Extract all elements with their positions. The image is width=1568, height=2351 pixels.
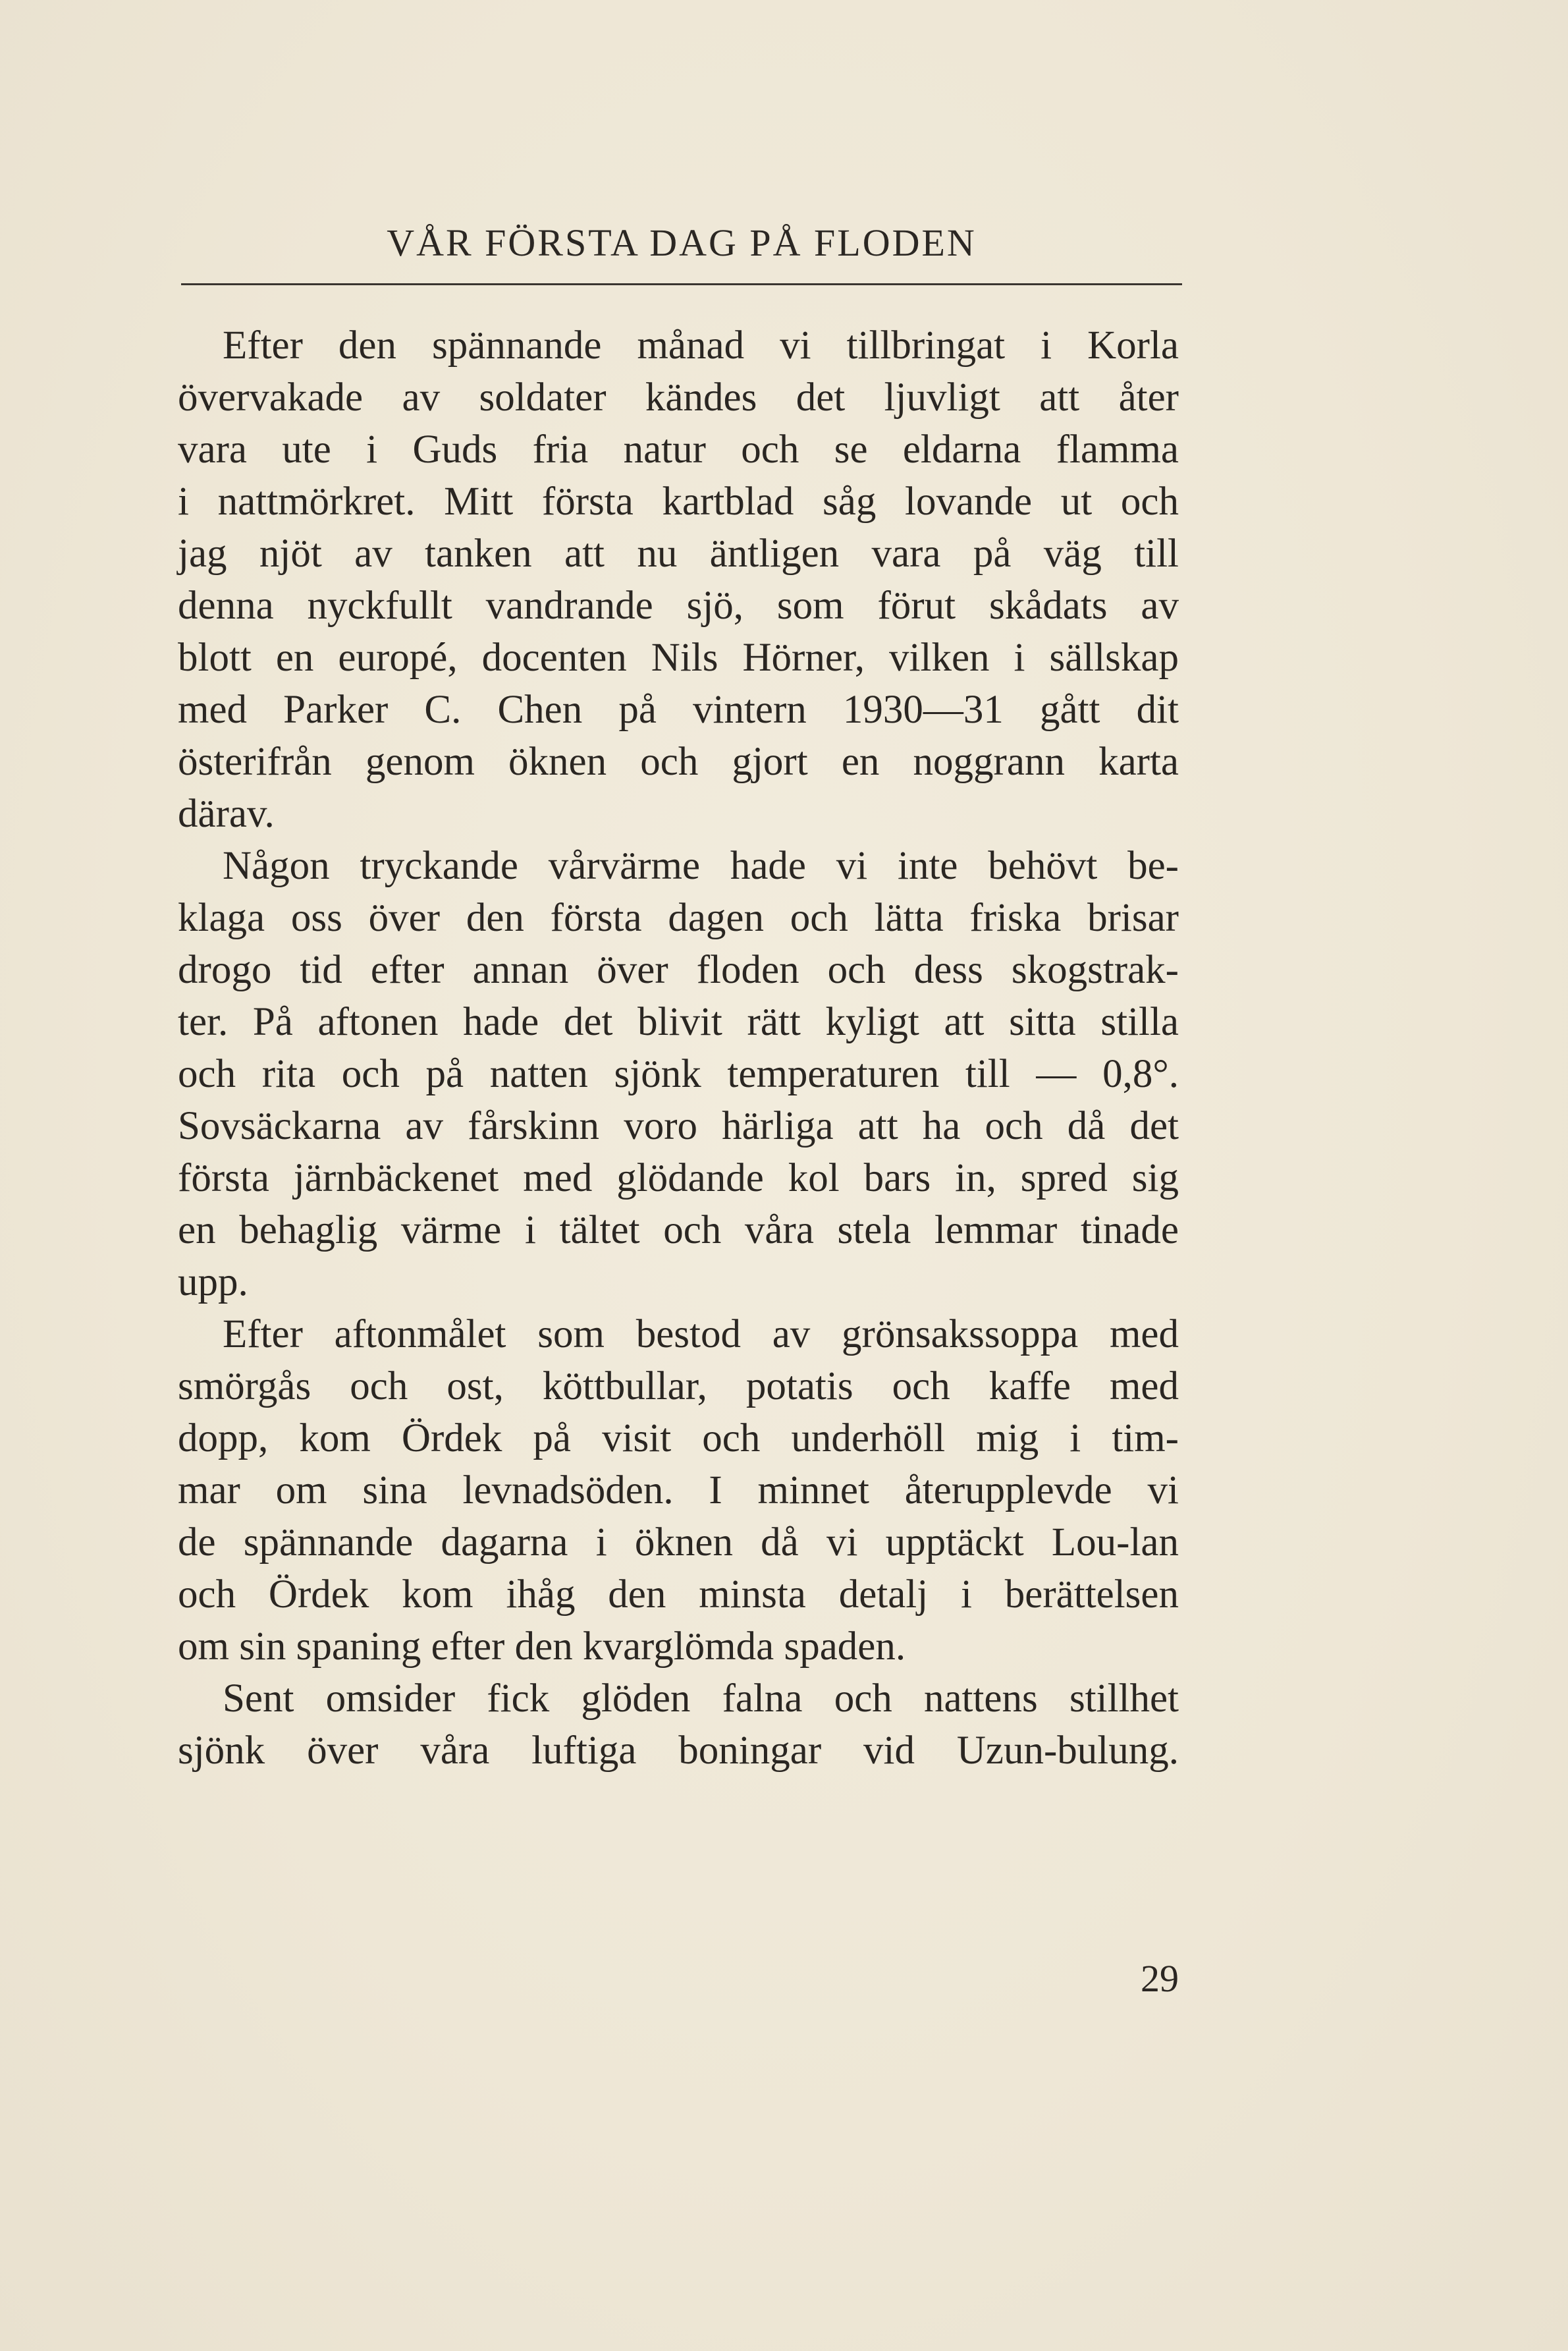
text-line: mar om sina levnadsöden. I minnet återupplevde vi (178, 1468, 1179, 1512)
text-line: österifrån genom öknen och gjort en noggrann karta (178, 740, 1179, 784)
header-rule (181, 283, 1182, 285)
text-line: dopp, kom Ördek på visit och underhöll mig i tim- (178, 1416, 1179, 1460)
page-number: 29 (1141, 1957, 1179, 2000)
text-line: Sovsäckarna av fårskinn voro härliga att ha och då det (178, 1104, 1179, 1148)
text-line: Efter aftonmålet som bestod av grönsakssoppa med (223, 1312, 1179, 1356)
running-head: VÅR FÖRSTA DAG PÅ FLODEN (387, 221, 977, 264)
text-line: jag njöt av tanken att nu äntligen vara på väg till (178, 532, 1179, 576)
body-text (178, 319, 1179, 1777)
text-line: ter. På aftonen hade det blivit rätt kyligt att sitta stilla (178, 1000, 1179, 1044)
text-line: klaga oss över den första dagen och lätta friska brisar (178, 896, 1179, 940)
text-line: första järnbäckenet med glödande kol bars in, spred sig (178, 1156, 1179, 1200)
text-line: smörgås och ost, köttbullar, potatis och kaffe med (178, 1364, 1179, 1408)
text-line: en behaglig värme i tältet och våra stela lemmar tinade (178, 1208, 1179, 1252)
text-line: sjönk över våra luftiga boningar vid Uzun-bulung. (178, 1729, 1179, 1773)
text-line: denna nyckfullt vandrande sjö, som förut skådats av (178, 584, 1179, 628)
text-line: drogo tid efter annan över floden och dess skogstrak- (178, 948, 1179, 992)
text-line: och rita och på natten sjönk temperaturen till — 0,8°. (178, 1052, 1179, 1096)
text-line: Sent omsider fick glöden falna och nattens stillhet (223, 1676, 1179, 1721)
text-line: Efter den spännande månad vi tillbringat i Korla (223, 323, 1179, 368)
text-line: med Parker C. Chen på vintern 1930—31 gått dit (178, 688, 1179, 732)
text-line: i nattmörkret. Mitt första kartblad såg lovande ut och (178, 480, 1179, 524)
text-line: om sin spaning efter den kvarglömda spaden. (178, 1624, 906, 1669)
text-line: övervakade av soldater kändes det ljuvligt att åter (178, 375, 1179, 420)
text-line: därav. (178, 792, 275, 836)
text-line: de spännande dagarna i öknen då vi upptäckt Lou-lan (178, 1520, 1179, 1564)
text-line: vara ute i Guds fria natur och se eldarna flamma (178, 428, 1179, 472)
text-line: Någon tryckande vårvärme hade vi inte behövt be- (223, 844, 1179, 888)
text-line: upp. (178, 1260, 248, 1304)
text-line: blott en europé, docenten Nils Hörner, vilken i sällskap (178, 636, 1179, 680)
text-line: och Ördek kom ihåg den minsta detalj i berättelsen (178, 1572, 1179, 1617)
